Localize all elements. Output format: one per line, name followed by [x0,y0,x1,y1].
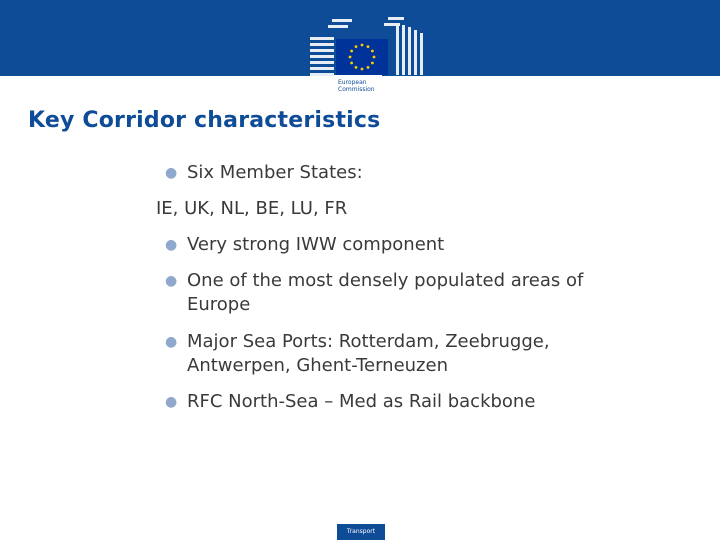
slide-title: Key Corridor characteristics [28,108,381,133]
bullet-text: RFC North-Sea – Med as Rail backbone [187,391,536,412]
bullet-icon: ● [165,394,178,410]
bullet-item [165,233,647,257]
bullet-item [165,161,647,185]
bullet-icon: ● [165,237,178,253]
logo-text-line1: European [338,79,367,86]
bullet-text: Six Member States: [187,162,363,183]
bullet-item [165,390,647,414]
bullet-text: Major Sea Ports: Rotterdam, Zeebrugge, Antwerpen, Ghent-Terneuzen [187,331,550,376]
bullet-text: Very strong IWW component [187,234,445,255]
bullet-icon: ● [165,165,178,181]
logo-text-line2: Commission [338,86,375,93]
member-states-list: IE, UK, NL, BE, LU, FR [156,198,348,219]
bullet-icon: ● [165,273,178,289]
bullet-icon: ● [165,334,178,350]
bullet-item [165,269,647,317]
bullet-item [165,330,647,378]
bullet-text: One of the most densely populated areas of Europe [187,270,584,315]
footer-dg-tag: Transport [337,524,385,540]
